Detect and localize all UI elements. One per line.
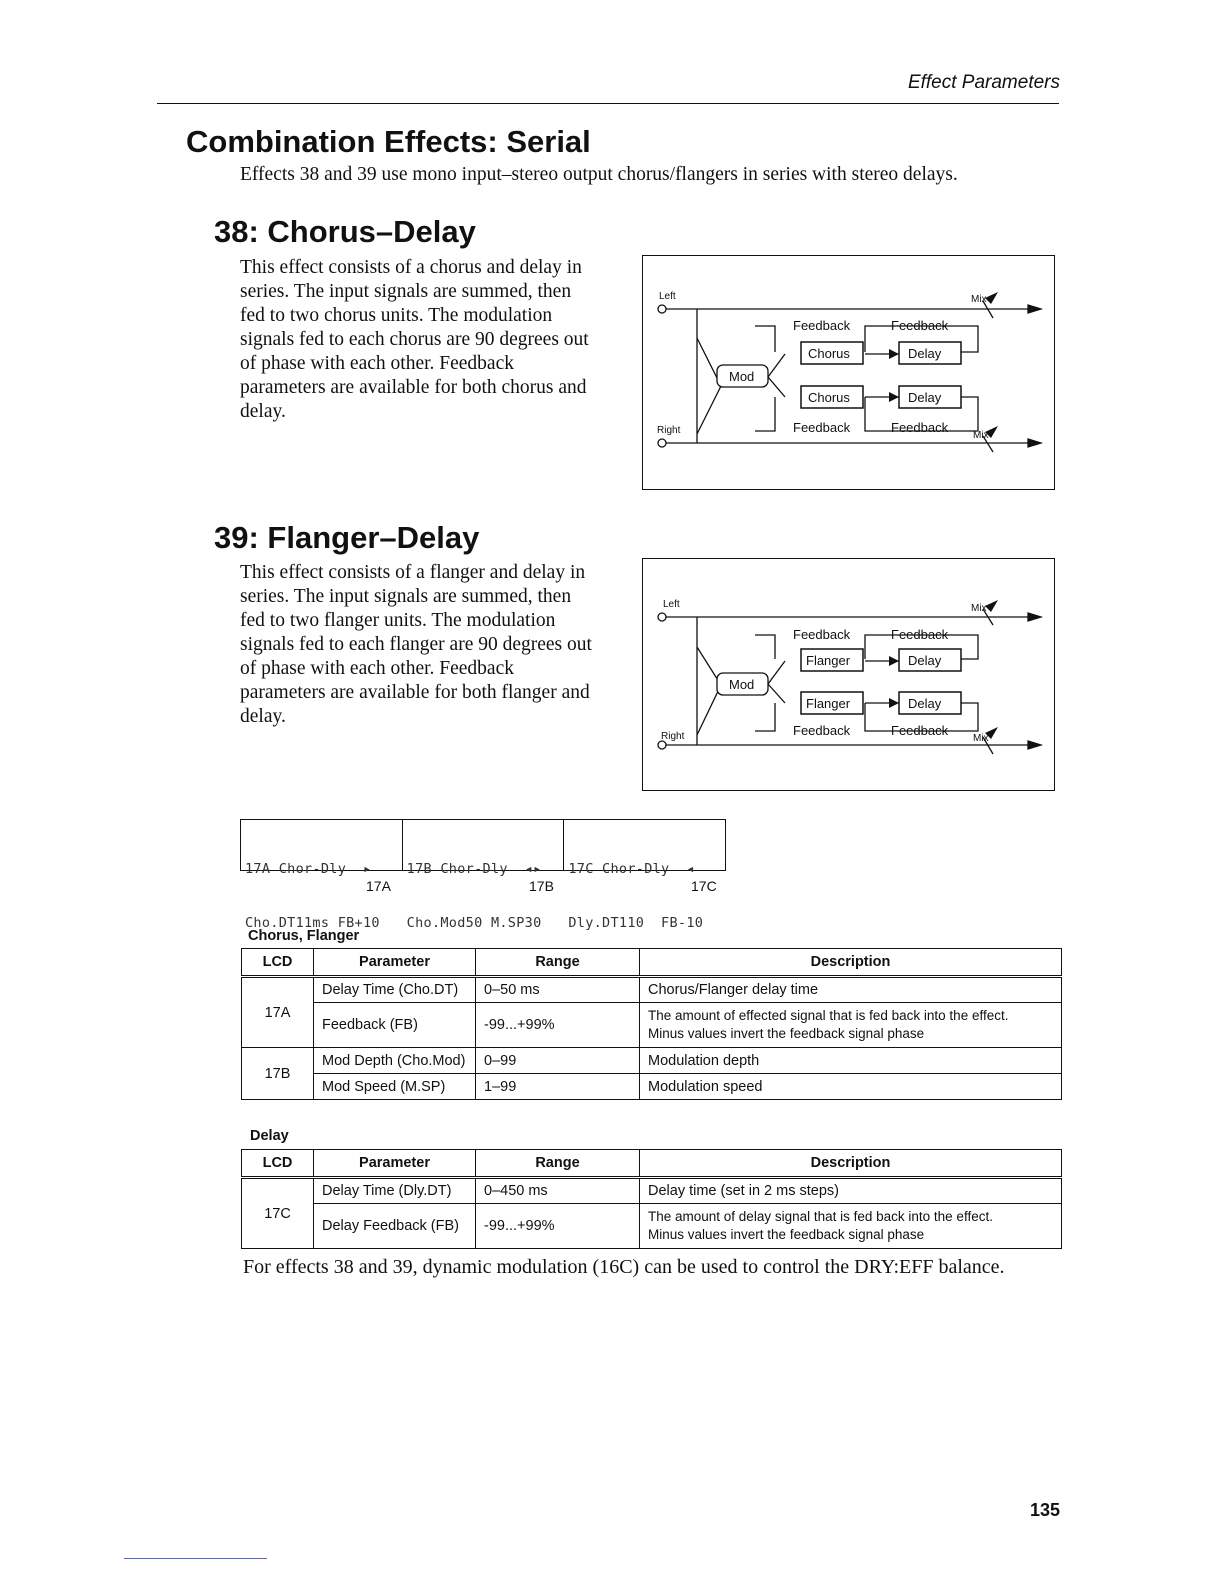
lcd-caption-17b: 17B [529,878,554,894]
lcd-cell: 17C [242,1178,314,1249]
param-cell: Delay Feedback (FB) [314,1204,476,1249]
header-parameter: Parameter [314,949,476,977]
range-cell: 0–99 [476,1048,640,1074]
lcd-cell-17a [241,820,403,931]
header-range: Range [476,949,640,977]
table-row [242,1204,1062,1249]
feedback-delay-bottom-label: Feedback [891,723,949,738]
lcd-cell-17c [564,820,725,931]
delay-top-label: Delay [908,346,942,361]
mod-label: Mod [729,677,755,692]
param-cell: Mod Depth (Cho.Mod) [314,1048,476,1074]
param-cell: Mod Speed (M.SP) [314,1074,476,1100]
left-input-label: Left [663,599,680,610]
lcd-caption-17a: 17A [366,878,391,894]
lcd-caption-17c: 17C [691,878,717,894]
mix-top-label: Mix [971,603,987,614]
body-line: fed to two chorus units. The modulation [240,305,553,326]
desc-cell: Modulation depth [640,1048,1062,1074]
range-cell: 0–50 ms [476,977,640,1003]
lcd-line: Cho.DT11ms FB+10 [245,915,380,931]
table-header-row [242,1150,1062,1178]
param-cell: Delay Time (Dly.DT) [314,1178,476,1204]
feedback-delay-bottom-label: Feedback [891,420,949,435]
header-lcd: LCD [242,949,314,977]
body-line: series. The input signals are summed, then [240,586,572,607]
header-description: Description [640,949,1062,977]
desc-cell: Chorus/Flanger delay time [640,977,1062,1003]
lcd-line: Cho.Mod50 M.SP30 [406,915,542,931]
table-row [242,1178,1062,1204]
body-line: signals fed to each flanger are 90 degrees out [240,634,592,655]
param-cell: Feedback (FB) [314,1003,476,1048]
lcd-cell: 17A [242,977,314,1048]
delay-bottom-label: Delay [908,390,942,405]
body-line: parameters are available for both flanger and [240,682,590,703]
header-lcd: LCD [242,1150,314,1178]
effect-39-description [240,561,630,729]
range-cell: 0–450 ms [476,1178,640,1204]
body-line: parameters are available for both chorus and [240,377,587,398]
body-line: This effect consists of a flanger and delay in [240,562,586,583]
body-line: delay. [240,401,286,422]
flanger-top-label: Flanger [806,653,851,668]
desc-cell: Delay time (set in 2 ms steps) [640,1178,1062,1204]
lcd-display-strip [240,819,726,931]
delay-bottom-label: Delay [908,696,942,711]
range-cell: -99...+99% [476,1003,640,1048]
right-input-label: Right [661,731,685,742]
footnote: For effects 38 and 39, dynamic modulation (16C) can be used to control the DRY:EFF balance. [243,1256,1005,1278]
feedback-flanger-top-label: Feedback [793,627,851,642]
feedback-flanger-bottom-label: Feedback [793,723,851,738]
section-intro: Effects 38 and 39 use mono input–stereo output chorus/flangers in series with stereo delays. [240,164,958,185]
desc-cell [640,1003,1062,1048]
range-cell: 1–99 [476,1074,640,1100]
running-head: Effect Parameters [907,72,1060,93]
body-line: series. The input signals are summed, then [240,281,572,302]
desc-cell: Modulation speed [640,1074,1062,1100]
mix-top-label: Mix [971,294,987,305]
feedback-delay-top-label: Feedback [891,627,949,642]
mix-bottom-label: Mix [973,733,989,744]
delay-table-caption: Delay [250,1128,289,1144]
range-cell: -99...+99% [476,1204,640,1249]
desc-line: The amount of effected signal that is fed back into the effect. [648,1008,1009,1023]
mix-bottom-label: Mix [973,430,989,441]
chorus-table-caption: Chorus, Flanger [248,928,360,944]
desc-line: Minus values invert the feedback signal phase [648,1026,925,1041]
chorus-parameter-table [241,948,1062,1100]
body-line: delay. [240,706,286,727]
mod-label: Mod [729,369,755,384]
header-range: Range [476,1150,640,1178]
lcd-line: 17B Chor-Dly ◂▸ [406,861,542,877]
desc-cell [640,1204,1062,1249]
table-header-row [242,949,1062,977]
desc-line: Minus values invert the feedback signal phase [648,1227,925,1242]
body-line: This effect consists of a chorus and delay in [240,257,582,278]
delay-parameter-table [241,1149,1062,1249]
desc-line: The amount of delay signal that is fed back into the effect. [648,1209,993,1224]
table-row [242,1074,1062,1100]
lcd-cell: 17B [242,1048,314,1100]
effect-38-title: 38: Chorus–Delay [214,214,476,249]
flanger-bottom-label: Flanger [806,696,851,711]
body-line: fed to two flanger units. The modulation [240,610,556,631]
header-parameter: Parameter [314,1150,476,1178]
section-title: Combination Effects: Serial [186,124,591,159]
table-row [242,1048,1062,1074]
left-input-label: Left [659,291,676,302]
body-line: of phase with each other. Feedback [240,658,514,679]
lcd-line: 17C Chor-Dly ◂ [568,861,695,877]
effect-39-title: 39: Flanger–Delay [214,520,480,555]
lcd-line: Dly.DT110 FB-10 [568,915,704,931]
body-line: of phase with each other. Feedback [240,353,514,374]
page-number: 135 [1029,1500,1060,1520]
flanger-delay-diagram [642,558,1055,791]
effect-38-description [240,256,630,424]
feedback-delay-top-label: Feedback [891,318,949,333]
chorus-bottom-label: Chorus [808,390,850,405]
feedback-chorus-top-label: Feedback [793,318,851,333]
table-row [242,977,1062,1003]
feedback-chorus-bottom-label: Feedback [793,420,851,435]
chorus-top-label: Chorus [808,346,850,361]
right-input-label: Right [657,425,681,436]
table-row [242,1003,1062,1048]
param-cell: Delay Time (Cho.DT) [314,977,476,1003]
header-description: Description [640,1150,1062,1178]
chorus-delay-diagram [642,255,1055,490]
lcd-line: 17A Chor-Dly ▸ [245,861,372,877]
lcd-cell-17b [403,820,565,931]
bottom-rule [124,1558,267,1559]
header-rule [157,103,1059,104]
body-line: signals fed to each chorus are 90 degrees out [240,329,589,350]
delay-top-label: Delay [908,653,942,668]
